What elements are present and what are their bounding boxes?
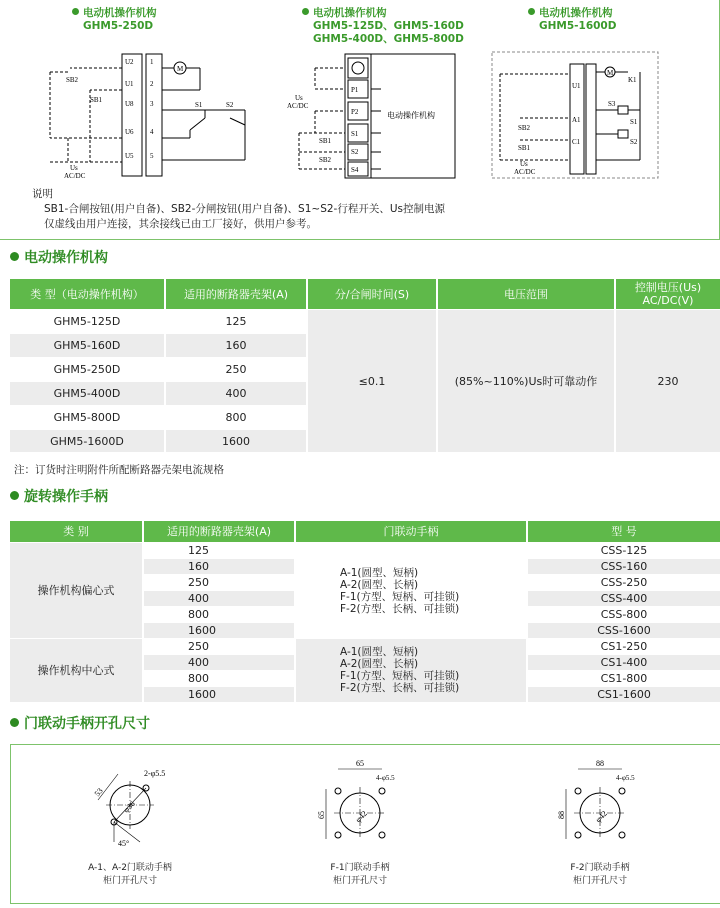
handle-frame: 125 (188, 544, 209, 557)
handle-model: CSS-160 (528, 559, 720, 574)
label-acdc: AC/DC (64, 172, 86, 180)
motor-header-control-voltage: 控制电压(Us) AC/DC(V) (616, 279, 720, 309)
label-s1: S1 (195, 101, 203, 109)
handle-frame: 800 (188, 608, 209, 621)
motor-header-time: 分/合闸时间(S) (308, 279, 436, 309)
handle-model: CSS-125 (600, 544, 648, 557)
bullet-icon (72, 8, 79, 15)
label-us: Us (520, 160, 528, 168)
motor-row-frame: 125 (225, 315, 247, 328)
label-mechanism: 电动操作机构 (387, 111, 435, 120)
label-sb1: SB1 (518, 144, 531, 152)
label-s2: S2 (630, 138, 638, 146)
motor-note: 注：订货时注明附件所配断路器壳架电流规格 (14, 464, 224, 476)
label-c1: C1 (572, 138, 581, 146)
dim-65-side: 65 (317, 811, 326, 819)
label-k1: K1 (628, 76, 637, 84)
handle-frame: 400 (144, 591, 294, 606)
handle-header-model: 型 号 (528, 521, 720, 542)
label-sb1: SB1 (90, 96, 103, 104)
handle-model: CS1-800 (600, 672, 648, 685)
handle-model: CS1-400 (528, 655, 720, 670)
dim-hole-f2: 4-φ5.5 (616, 774, 635, 782)
handle-frame: 250 (188, 640, 209, 653)
note-line-1: SB1-合闸按钮(用户自备)、SB2-分闸按钮(用户自备)、S1~S2-行程开关、Us控制电源 (44, 203, 445, 215)
label-n4: 4 (150, 128, 154, 136)
cutout-drawing-a (70, 760, 190, 855)
cutout-section-title: 门联动手柄开孔尺寸 (10, 715, 150, 733)
note-title: 说明 (32, 188, 53, 200)
motor-row-type: GHM5-1600D (10, 430, 164, 452)
label-sb2: SB2 (319, 156, 332, 164)
cutout-drawing-f2 (550, 755, 650, 855)
motor-voltage-range-value: (85%~110%)Us时可靠动作 (438, 310, 614, 452)
wiring-diagram-2 (285, 48, 465, 183)
handle-header-handle: 门联动手柄 (296, 521, 526, 542)
label-motor: M (607, 69, 614, 77)
dim-hole-a: 2-φ5.5 (144, 769, 166, 778)
dim-53: 53 (92, 786, 105, 799)
bullet-icon (302, 8, 309, 15)
motor-row-frame: 400 (166, 382, 306, 405)
motor-row-type: GHM5-125D (53, 315, 121, 328)
handle-frame: 800 (188, 672, 209, 685)
dim-88-side: 88 (557, 811, 566, 819)
wiring-notes (32, 187, 445, 232)
label-s1: S1 (630, 118, 638, 126)
label-us: Us (70, 164, 78, 172)
handle-section-title: 旋转操作手柄 (10, 488, 108, 506)
label-n1: 1 (150, 58, 154, 66)
motor-header-frame: 适用的断路器壳架(A) (166, 279, 306, 309)
label-s1: S1 (351, 130, 359, 138)
dim-dia-f2: φ42 (593, 809, 609, 825)
note-line-2: 仅虚线由用户连接，其余接线已由工厂接好，供用户参考。 (44, 218, 317, 230)
motor-header-type: 类 型（电动操作机构） (10, 279, 164, 309)
motor-time-value: ≤0.1 (308, 310, 436, 452)
bullet-icon (10, 718, 19, 727)
dim-88-top: 88 (596, 759, 604, 768)
handle-model: CS1-1600 (528, 687, 720, 702)
label-u1: U1 (125, 80, 134, 88)
motor-row-type: GHM5-250D (53, 363, 121, 376)
label-p1: P1 (351, 86, 359, 94)
motor-row-frame: 250 (225, 363, 247, 376)
handle-category: 操作机构偏心式 (10, 543, 142, 638)
cutout-caption-f1: F-1门联动手柄 柜门开孔尺寸 (330, 863, 390, 886)
handle-frame: 1600 (144, 623, 294, 638)
dim-65-top: 65 (356, 759, 364, 768)
handle-options-list: A-1(圆型、短柄) A-2(圆型、长柄) F-1(方型、短柄、可挂锁) F-2(方型、长柄、可挂锁) (340, 567, 460, 615)
motor-row-frame: 1600 (166, 430, 306, 452)
wiring-diagram-1 (40, 50, 280, 185)
label-n3: 3 (150, 100, 154, 108)
handle-model: CS1-250 (600, 640, 648, 653)
motor-row-type: GHM5-400D (10, 382, 164, 405)
label-u1: U1 (572, 82, 581, 90)
dim-angle: 45° (118, 839, 130, 848)
wiring-diagram-3 (490, 50, 660, 180)
handle-frame: 160 (144, 559, 294, 574)
handle-model: CSS-800 (600, 608, 648, 621)
handle-frame: 400 (144, 655, 294, 670)
label-u8: U8 (125, 100, 134, 108)
label-s3: S3 (608, 100, 616, 108)
bullet-icon (10, 491, 19, 500)
dim-dia-a: φ36 (121, 799, 137, 815)
motor-section-title: 电动操作机构 (10, 249, 108, 267)
motor-control-voltage-value: 230 (616, 310, 720, 452)
handle-options-list: A-1(圆型、短柄) A-2(圆型、长柄) F-1(方型、短柄、可挂锁) F-2(方型、长柄、可挂锁) (340, 646, 460, 694)
label-n2: 2 (150, 80, 154, 88)
label-p2: P2 (351, 108, 359, 116)
cutout-drawing-f1 (310, 755, 410, 855)
diagram-3-title: 电动机操作机构 GHM5-1600D (528, 7, 616, 33)
motor-header-voltage-range: 电压范围 (438, 279, 614, 309)
handle-category: 操作机构中心式 (10, 639, 142, 702)
bullet-icon (528, 8, 535, 15)
label-sb1: SB1 (319, 137, 332, 145)
label-s4: S4 (351, 166, 359, 174)
dim-dia-f1: φ42 (353, 809, 369, 825)
bullet-icon (10, 252, 19, 261)
motor-row-type: GHM5-800D (53, 411, 121, 424)
label-s2: S2 (226, 101, 234, 109)
label-acdc: AC/DC (514, 168, 536, 176)
label-u5: U5 (125, 152, 134, 160)
motor-row-frame: 800 (225, 411, 247, 424)
label-sb2: SB2 (518, 124, 531, 132)
label-acdc: AC/DC (287, 102, 309, 110)
handle-header-frame: 适用的断路器壳架(A) (144, 521, 294, 542)
handle-model: CSS-1600 (528, 623, 720, 638)
motor-row-type: GHM5-160D (10, 334, 164, 357)
label-s2: S2 (351, 148, 359, 156)
diagram-2-title: 电动机操作机构 GHM5-125D、GHM5-160D GHM5-400D、GHM5-800D (302, 7, 464, 46)
label-a1: A1 (572, 116, 581, 124)
handle-frame: 1600 (144, 687, 294, 702)
handle-header-category: 类 别 (10, 521, 142, 542)
cutout-caption-a: A-1、A-2门联动手柄 柜门开孔尺寸 (88, 863, 172, 886)
handle-frame: 250 (188, 576, 209, 589)
label-motor: M (177, 65, 184, 73)
cutout-caption-f2: F-2门联动手柄 柜门开孔尺寸 (570, 863, 630, 886)
handle-model: CSS-250 (600, 576, 648, 589)
label-us: Us (295, 94, 303, 102)
label-u6: U6 (125, 128, 134, 136)
motor-row-frame: 160 (166, 334, 306, 357)
label-sb2: SB2 (66, 76, 79, 84)
label-u2: U2 (125, 58, 134, 66)
handle-model: CSS-400 (528, 591, 720, 606)
dim-hole-f1: 4-φ5.5 (376, 774, 395, 782)
diagram-1-title: 电动机操作机构 GHM5-250D (72, 7, 157, 33)
label-n5: 5 (150, 152, 154, 160)
